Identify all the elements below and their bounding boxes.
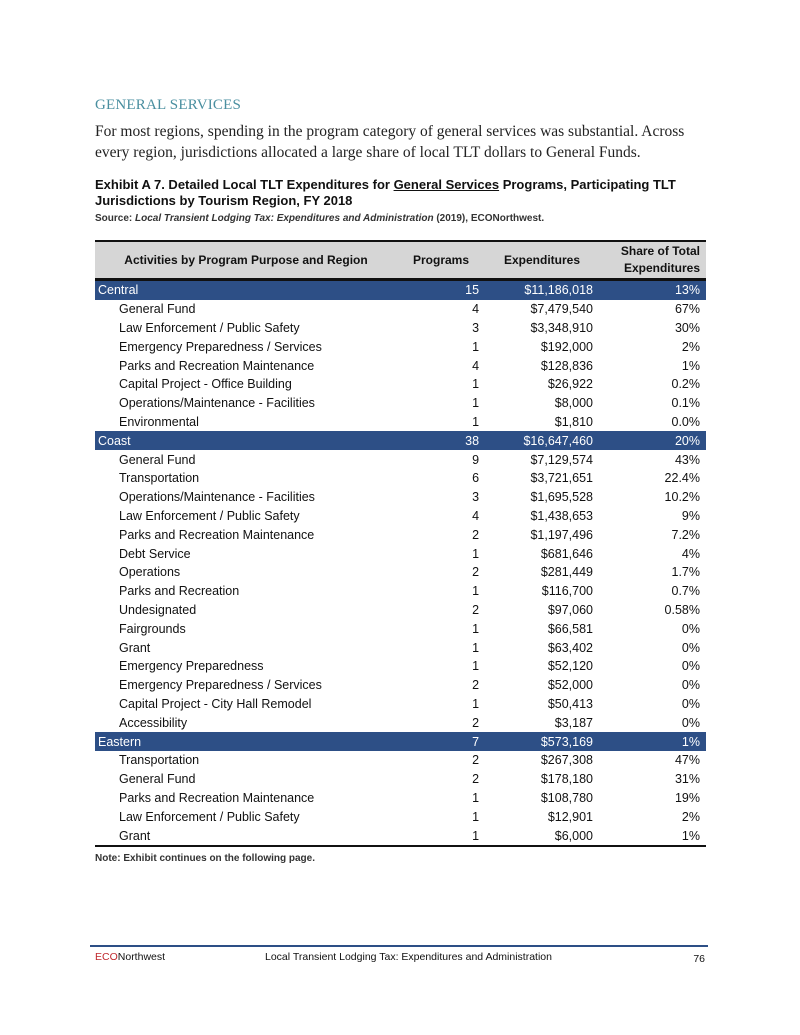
source-label: Source:	[95, 213, 136, 224]
row-label: Parks and Recreation Maintenance	[119, 358, 315, 373]
row-expenditures: $281,449	[540, 565, 593, 580]
brand-red: ECO	[95, 951, 118, 963]
col-header-share: Share of Total Expenditures	[620, 244, 700, 275]
row-share: 30%	[674, 320, 700, 335]
row-expenditures: $63,402	[547, 640, 593, 655]
row-share: 31%	[674, 772, 700, 787]
table-row	[95, 695, 706, 714]
row-expenditures: $1,197,496	[530, 527, 593, 542]
row-share: 1%	[681, 828, 700, 843]
row-label: Eastern	[98, 734, 142, 749]
row-programs: 2	[472, 753, 480, 768]
exhibit-source	[95, 212, 707, 225]
row-label: Capital Project - Office Building	[119, 377, 292, 392]
table-row	[95, 507, 706, 526]
table-row	[95, 469, 706, 488]
row-expenditures: $1,695,528	[530, 490, 593, 505]
table-row	[95, 770, 706, 789]
row-programs: 2	[472, 715, 480, 730]
row-expenditures: $681,646	[540, 546, 593, 561]
row-expenditures: $11,186,018	[524, 283, 593, 298]
row-share: 0.2%	[671, 377, 700, 392]
expenditures-table	[95, 240, 706, 847]
row-programs: 1	[472, 414, 480, 429]
row-expenditures: $12,901	[547, 809, 593, 824]
row-programs: 1	[472, 640, 480, 655]
row-programs: 1	[472, 828, 480, 843]
row-share: 19%	[674, 790, 700, 805]
row-expenditures: $66,581	[547, 621, 593, 636]
col-header-activities: Activities by Program Purpose and Region	[124, 252, 368, 267]
row-share: 0%	[681, 678, 700, 693]
content-flow	[95, 96, 707, 865]
row-share: 2%	[681, 339, 700, 354]
row-expenditures: $3,721,651	[530, 471, 593, 486]
row-label: Parks and Recreation Maintenance	[119, 790, 315, 805]
row-programs: 6	[472, 471, 480, 486]
row-label: Transportation	[119, 753, 200, 768]
table-row	[95, 356, 706, 375]
row-programs: 1	[472, 696, 480, 711]
row-programs: 2	[472, 602, 480, 617]
table-row	[95, 525, 706, 544]
region-row	[95, 431, 706, 450]
row-programs: 1	[472, 621, 480, 636]
table-row	[95, 450, 706, 469]
table-row	[95, 657, 706, 676]
row-programs: 1	[472, 584, 480, 599]
section-heading: GENERAL SERVICES	[95, 97, 242, 113]
row-expenditures: $26,922	[547, 377, 593, 392]
row-share: 1%	[681, 734, 700, 749]
row-label: Coast	[98, 433, 131, 448]
source-rest: (2019), ECONorthwest.	[433, 213, 545, 224]
row-programs: 2	[472, 565, 480, 580]
table-row	[95, 319, 706, 338]
row-share: 0.58%	[664, 602, 700, 617]
row-label: Emergency Preparedness / Services	[119, 339, 322, 354]
table-row	[95, 751, 706, 770]
row-expenditures: $108,780	[540, 790, 593, 805]
row-programs: 3	[472, 490, 480, 505]
row-label: Law Enforcement / Public Safety	[119, 320, 300, 335]
row-share: 0.0%	[671, 414, 700, 429]
row-expenditures: $16,647,460	[523, 433, 593, 448]
row-programs: 15	[465, 283, 480, 298]
row-share: 43%	[674, 452, 700, 467]
table-row	[95, 826, 706, 846]
row-expenditures: $128,836	[540, 358, 593, 373]
table-row	[95, 807, 706, 826]
row-programs: 2	[472, 772, 480, 787]
table-row	[95, 713, 706, 732]
table-row	[95, 544, 706, 563]
table-row	[95, 619, 706, 638]
row-label: Central	[98, 283, 139, 298]
row-expenditures: $192,000	[540, 339, 593, 354]
row-programs: 9	[472, 452, 480, 467]
col-header-expenditures: Expenditures	[504, 252, 581, 267]
row-label: General Fund	[119, 302, 196, 317]
page-number: 76	[693, 953, 705, 965]
table-row	[95, 638, 706, 657]
table-header-row	[95, 241, 706, 280]
row-label: Transportation	[119, 471, 200, 486]
row-share: 0%	[681, 640, 700, 655]
row-programs: 1	[472, 809, 480, 824]
row-label: Grant	[119, 640, 151, 655]
table-row	[95, 300, 706, 319]
row-share: 1.7%	[671, 565, 700, 580]
row-expenditures: $52,000	[547, 678, 593, 693]
row-share: 0.7%	[671, 584, 700, 599]
table-row	[95, 488, 706, 507]
row-share: 10.2%	[664, 490, 700, 505]
row-share: 0.1%	[671, 396, 700, 411]
row-share: 67%	[674, 302, 700, 317]
row-expenditures: $267,308	[540, 753, 593, 768]
table-row	[95, 413, 706, 432]
row-label: General Fund	[119, 452, 196, 467]
row-share: 0%	[681, 659, 700, 674]
row-programs: 2	[472, 527, 480, 542]
row-programs: 2	[472, 678, 480, 693]
row-expenditures: $97,060	[547, 602, 593, 617]
table-row	[95, 789, 706, 808]
row-expenditures: $8,000	[554, 396, 593, 411]
row-label: Debt Service	[119, 546, 191, 561]
row-share: 20%	[674, 433, 700, 448]
row-label: Environmental	[119, 414, 199, 429]
row-expenditures: $6,000	[554, 828, 593, 843]
footer-title: Local Transient Lodging Tax: Expenditures and Administration	[265, 951, 552, 963]
row-programs: 4	[472, 302, 480, 317]
row-share: 9%	[681, 508, 700, 523]
row-share: 4%	[681, 546, 700, 561]
col-header-programs: Programs	[413, 252, 470, 267]
intro-paragraph: For most regions, spending in the program category of general services was substantial. Across every region, jurisdictions allocated a large share of local TLT dollars to General Funds.	[95, 123, 685, 161]
table-row	[95, 394, 706, 413]
source-title: Local Transient Lodging Tax: Expenditures and Administration	[135, 213, 434, 224]
row-programs: 1	[472, 659, 480, 674]
region-row	[95, 732, 706, 751]
row-share: 1%	[681, 358, 700, 373]
footer-brand	[95, 951, 165, 964]
row-programs: 1	[472, 546, 480, 561]
row-programs: 1	[472, 377, 480, 392]
region-row	[95, 280, 706, 300]
row-label: Operations	[119, 565, 181, 580]
row-label: General Fund	[119, 772, 196, 787]
row-share: 47%	[674, 753, 700, 768]
table-row	[95, 582, 706, 601]
row-expenditures: $50,413	[547, 696, 593, 711]
exhibit-title	[95, 177, 707, 209]
row-expenditures: $573,169	[540, 734, 593, 749]
row-expenditures: $116,700	[541, 584, 593, 599]
row-expenditures: $1,810	[554, 414, 593, 429]
row-label: Accessibility	[119, 715, 188, 730]
row-expenditures: $3,348,910	[530, 320, 593, 335]
row-programs: 1	[472, 790, 480, 805]
row-expenditures: $7,129,574	[530, 452, 593, 467]
row-expenditures: $178,180	[540, 772, 593, 787]
row-share: 0%	[681, 696, 700, 711]
footer-divider	[90, 945, 708, 947]
brand-rest: Northwest	[117, 951, 166, 963]
row-label: Operations/Maintenance - Facilities	[119, 490, 315, 505]
row-label: Law Enforcement / Public Safety	[119, 809, 300, 824]
row-label: Grant	[119, 828, 151, 843]
row-label: Undesignated	[119, 602, 197, 617]
row-label: Fairgrounds	[119, 621, 186, 636]
row-expenditures: $1,438,653	[530, 508, 593, 523]
exhibit-title-suffix: Programs, Participating TLT Jurisdictions by Tourism Region, FY 2018	[95, 177, 676, 208]
row-label: Emergency Preparedness / Services	[119, 678, 322, 693]
row-share: 7.2%	[671, 527, 700, 542]
table-row	[95, 676, 706, 695]
table-row	[95, 375, 706, 394]
table-note: Note: Exhibit continues on the following page.	[95, 852, 315, 864]
row-label: Parks and Recreation Maintenance	[119, 527, 315, 542]
row-label: Law Enforcement / Public Safety	[119, 508, 300, 523]
row-label: Capital Project - City Hall Remodel	[119, 696, 312, 711]
row-label: Operations/Maintenance - Facilities	[119, 396, 315, 411]
row-expenditures: $3,187	[554, 715, 593, 730]
row-expenditures: $7,479,540	[530, 302, 593, 317]
row-share: 13%	[674, 283, 700, 298]
row-share: 2%	[681, 809, 700, 824]
table-row	[95, 601, 706, 620]
row-programs: 38	[465, 433, 480, 448]
row-share: 0%	[681, 715, 700, 730]
exhibit-title-prefix: Exhibit A 7. Detailed Local TLT Expenditures for	[95, 177, 394, 192]
exhibit-title-underlined: General Services	[393, 177, 500, 192]
table-row	[95, 563, 706, 582]
row-programs: 1	[472, 339, 480, 354]
row-programs: 4	[472, 508, 480, 523]
row-programs: 4	[472, 358, 480, 373]
row-share: 22.4%	[664, 471, 700, 486]
row-programs: 1	[472, 396, 480, 411]
row-programs: 7	[472, 734, 480, 749]
row-programs: 3	[472, 320, 480, 335]
table-row	[95, 337, 706, 356]
row-expenditures: $52,120	[547, 659, 593, 674]
row-label: Parks and Recreation	[119, 584, 240, 599]
row-share: 0%	[681, 621, 700, 636]
row-label: Emergency Preparedness	[119, 659, 264, 674]
